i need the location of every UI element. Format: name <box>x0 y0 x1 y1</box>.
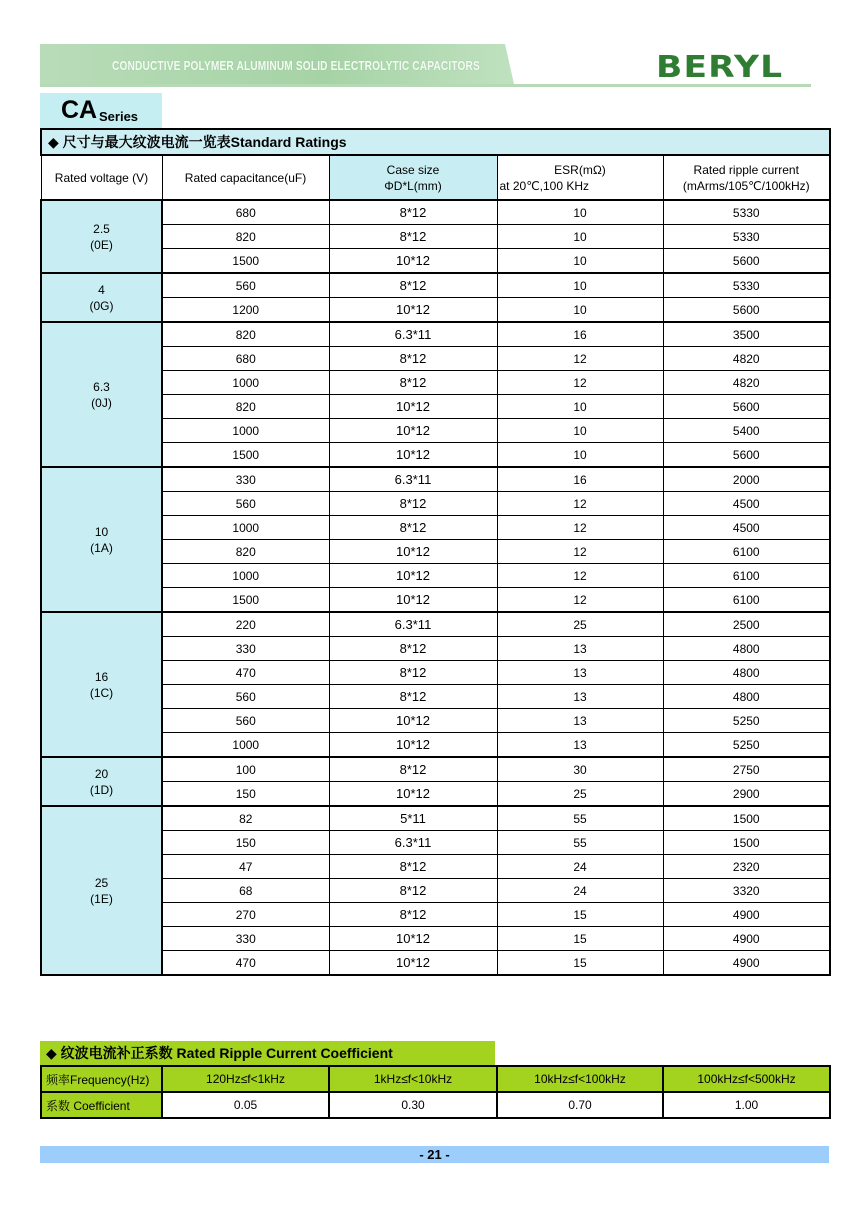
esr-cell: 12 <box>497 492 663 516</box>
capacitance-cell: 1200 <box>162 298 329 323</box>
capacitance-cell: 560 <box>162 709 329 733</box>
case-size-cell: 6.3*11 <box>329 322 497 347</box>
capacitance-cell: 820 <box>162 540 329 564</box>
ripple-cell: 6100 <box>663 540 830 564</box>
esr-cell: 10 <box>497 200 663 225</box>
frequency-label: 频率Frequency(Hz) <box>41 1066 162 1092</box>
esr-cell: 16 <box>497 467 663 492</box>
esr-cell: 10 <box>497 419 663 443</box>
header-esr-line2: at 20℃,100 KHz <box>499 178 590 193</box>
capacitance-cell: 820 <box>162 322 329 347</box>
ripple-cell: 5250 <box>663 733 830 758</box>
header-case-line1: Case size <box>386 162 440 177</box>
table-row <box>41 806 830 831</box>
voltage-code: (1A) <box>90 540 113 555</box>
voltage-value: 6.3 <box>93 379 110 394</box>
esr-cell: 15 <box>497 903 663 927</box>
table-row <box>41 757 830 782</box>
capacitance-cell: 820 <box>162 395 329 419</box>
page-number: - 21 - <box>40 1146 829 1163</box>
voltage-cell <box>41 612 162 757</box>
header-esr-line1: ESR(mΩ) <box>554 162 606 177</box>
ripple-cell: 4500 <box>663 492 830 516</box>
ripple-cell: 5250 <box>663 709 830 733</box>
ripple-cell: 2500 <box>663 612 830 637</box>
capacitance-cell: 1500 <box>162 588 329 613</box>
case-size-cell: 8*12 <box>329 685 497 709</box>
esr-cell: 24 <box>497 855 663 879</box>
capacitance-cell: 150 <box>162 782 329 807</box>
esr-cell: 10 <box>497 298 663 323</box>
ripple-cell: 2320 <box>663 855 830 879</box>
ripple-cell: 4500 <box>663 516 830 540</box>
esr-cell: 12 <box>497 347 663 371</box>
case-size-cell: 8*12 <box>329 200 497 225</box>
capacitance-cell: 470 <box>162 951 329 976</box>
series-name: CA <box>61 96 98 124</box>
ripple-cell: 4800 <box>663 637 830 661</box>
header-esr <box>497 155 663 200</box>
capacitance-cell: 1000 <box>162 516 329 540</box>
voltage-code: (0G) <box>89 298 114 313</box>
case-size-cell: 8*12 <box>329 903 497 927</box>
coefficient-cell: 0.05 <box>162 1092 329 1118</box>
case-size-cell: 10*12 <box>329 927 497 951</box>
series-tab <box>40 93 162 128</box>
table-row <box>41 200 830 225</box>
case-size-cell: 8*12 <box>329 757 497 782</box>
voltage-cell <box>41 273 162 322</box>
case-size-cell: 6.3*11 <box>329 467 497 492</box>
case-size-cell: 10*12 <box>329 588 497 613</box>
coefficient-table <box>40 1065 831 1119</box>
esr-cell: 15 <box>497 951 663 976</box>
case-size-cell: 8*12 <box>329 492 497 516</box>
case-size-cell: 10*12 <box>329 733 497 758</box>
esr-cell: 25 <box>497 782 663 807</box>
esr-cell: 10 <box>497 249 663 274</box>
voltage-value: 16 <box>94 669 109 684</box>
frequency-cell: 100kHz≤f<500kHz <box>663 1066 830 1092</box>
ripple-cell: 2000 <box>663 467 830 492</box>
ripple-cell: 1500 <box>663 831 830 855</box>
capacitance-cell: 560 <box>162 273 329 298</box>
ripple-cell: 3500 <box>663 322 830 347</box>
capacitance-cell: 1000 <box>162 371 329 395</box>
capacitance-cell: 68 <box>162 879 329 903</box>
capacitance-cell: 220 <box>162 612 329 637</box>
voltage-cell <box>41 467 162 612</box>
voltage-value: 2.5 <box>93 221 110 236</box>
esr-cell: 13 <box>497 637 663 661</box>
capacitance-cell: 820 <box>162 225 329 249</box>
esr-cell: 24 <box>497 879 663 903</box>
header-voltage: Rated voltage (V) <box>41 155 162 200</box>
voltage-value: 25 <box>94 875 109 890</box>
header-case-size <box>329 155 497 200</box>
case-size-cell: 6.3*11 <box>329 612 497 637</box>
coefficient-cell: 0.30 <box>329 1092 497 1118</box>
ripple-cell: 4900 <box>663 951 830 976</box>
ripple-cell: 5600 <box>663 298 830 323</box>
capacitance-cell: 330 <box>162 637 329 661</box>
table-row <box>41 612 830 637</box>
esr-cell: 55 <box>497 806 663 831</box>
case-size-cell: 10*12 <box>329 782 497 807</box>
case-size-cell: 8*12 <box>329 879 497 903</box>
header-case-line2: ΦD*L(mm) <box>384 178 442 193</box>
voltage-code: (1D) <box>89 782 114 797</box>
case-size-cell: 8*12 <box>329 225 497 249</box>
case-size-cell: 8*12 <box>329 273 497 298</box>
ripple-cell: 4900 <box>663 903 830 927</box>
coefficient-title: ◆ 纹波电流补正系数 Rated Ripple Current Coefficient <box>40 1041 495 1065</box>
esr-cell: 10 <box>497 273 663 298</box>
capacitance-cell: 82 <box>162 806 329 831</box>
esr-cell: 12 <box>497 588 663 613</box>
case-size-cell: 5*11 <box>329 806 497 831</box>
voltage-value: 20 <box>94 766 109 781</box>
voltage-value: 4 <box>98 282 105 297</box>
capacitance-cell: 560 <box>162 492 329 516</box>
coefficient-cell: 1.00 <box>663 1092 830 1118</box>
case-size-cell: 8*12 <box>329 661 497 685</box>
case-size-cell: 10*12 <box>329 951 497 976</box>
capacitance-cell: 680 <box>162 347 329 371</box>
capacitance-cell: 330 <box>162 927 329 951</box>
esr-cell: 13 <box>497 685 663 709</box>
banner-title: CONDUCTIVE POLYMER ALUMINUM SOLID ELECTROLYTIC CAPACITORS <box>112 58 480 73</box>
frequency-cell: 1kHz≤f<10kHz <box>329 1066 497 1092</box>
esr-cell: 12 <box>497 516 663 540</box>
ripple-cell: 5600 <box>663 443 830 468</box>
esr-cell: 16 <box>497 322 663 347</box>
ripple-cell: 1500 <box>663 806 830 831</box>
header-ripple-line1: Rated ripple current <box>693 162 799 177</box>
header-ripple-line2: (mArms/105℃/100kHz) <box>682 178 810 193</box>
voltage-code: (0J) <box>91 395 112 410</box>
esr-cell: 30 <box>497 757 663 782</box>
ratings-title: ◆ 尺寸与最大纹波电流一览表Standard Ratings <box>41 129 830 155</box>
capacitance-cell: 47 <box>162 855 329 879</box>
ripple-cell: 5400 <box>663 419 830 443</box>
capacitance-cell: 270 <box>162 903 329 927</box>
esr-cell: 15 <box>497 927 663 951</box>
ripple-cell: 6100 <box>663 588 830 613</box>
esr-cell: 10 <box>497 395 663 419</box>
standard-ratings-table <box>40 128 831 976</box>
ripple-cell: 5330 <box>663 273 830 298</box>
esr-cell: 12 <box>497 540 663 564</box>
capacitance-cell: 470 <box>162 661 329 685</box>
coefficient-label: 系数 Coefficient <box>41 1092 162 1118</box>
capacitance-cell: 1000 <box>162 733 329 758</box>
case-size-cell: 6.3*11 <box>329 831 497 855</box>
case-size-cell: 10*12 <box>329 564 497 588</box>
ripple-cell: 3320 <box>663 879 830 903</box>
capacitance-cell: 1000 <box>162 564 329 588</box>
table-row <box>41 467 830 492</box>
case-size-cell: 10*12 <box>329 249 497 274</box>
capacitance-cell: 1500 <box>162 443 329 468</box>
esr-cell: 10 <box>497 225 663 249</box>
ripple-cell: 2750 <box>663 757 830 782</box>
case-size-cell: 8*12 <box>329 347 497 371</box>
coefficient-cell: 0.70 <box>497 1092 663 1118</box>
case-size-cell: 10*12 <box>329 443 497 468</box>
ripple-cell: 6100 <box>663 564 830 588</box>
case-size-cell: 8*12 <box>329 855 497 879</box>
voltage-code: (0E) <box>90 237 113 252</box>
brand-logo: BERYL <box>656 50 784 85</box>
ripple-cell: 4800 <box>663 685 830 709</box>
header-capacitance: Rated capacitance(uF) <box>162 155 329 200</box>
ripple-cell: 4800 <box>663 661 830 685</box>
capacitance-cell: 1500 <box>162 249 329 274</box>
case-size-cell: 8*12 <box>329 371 497 395</box>
case-size-cell: 10*12 <box>329 419 497 443</box>
ripple-cell: 4820 <box>663 371 830 395</box>
case-size-cell: 8*12 <box>329 516 497 540</box>
esr-cell: 25 <box>497 612 663 637</box>
case-size-cell: 10*12 <box>329 298 497 323</box>
esr-cell: 10 <box>497 443 663 468</box>
ripple-cell: 5600 <box>663 249 830 274</box>
table-row <box>41 273 830 298</box>
ripple-cell: 4820 <box>663 347 830 371</box>
esr-cell: 13 <box>497 661 663 685</box>
ripple-cell: 5600 <box>663 395 830 419</box>
voltage-cell <box>41 757 162 806</box>
esr-cell: 13 <box>497 733 663 758</box>
case-size-cell: 10*12 <box>329 709 497 733</box>
capacitance-cell: 100 <box>162 757 329 782</box>
esr-cell: 12 <box>497 371 663 395</box>
esr-cell: 12 <box>497 564 663 588</box>
ripple-cell: 4900 <box>663 927 830 951</box>
case-size-cell: 10*12 <box>329 395 497 419</box>
ripple-cell: 2900 <box>663 782 830 807</box>
capacitance-cell: 1000 <box>162 419 329 443</box>
capacitance-cell: 330 <box>162 467 329 492</box>
capacitance-cell: 150 <box>162 831 329 855</box>
capacitance-cell: 680 <box>162 200 329 225</box>
voltage-value: 10 <box>94 524 109 539</box>
series-suffix: Series <box>99 109 139 124</box>
ripple-cell: 5330 <box>663 225 830 249</box>
voltage-code: (1C) <box>89 685 114 700</box>
esr-cell: 55 <box>497 831 663 855</box>
case-size-cell: 10*12 <box>329 540 497 564</box>
frequency-cell: 120Hz≤f<1kHz <box>162 1066 329 1092</box>
voltage-cell <box>41 806 162 975</box>
frequency-cell: 10kHz≤f<100kHz <box>497 1066 663 1092</box>
esr-cell: 13 <box>497 709 663 733</box>
case-size-cell: 8*12 <box>329 637 497 661</box>
voltage-code: (1E) <box>90 891 113 906</box>
capacitance-cell: 560 <box>162 685 329 709</box>
voltage-cell <box>41 200 162 273</box>
header-ripple <box>663 155 830 200</box>
table-row <box>41 322 830 347</box>
voltage-cell <box>41 322 162 467</box>
ripple-cell: 5330 <box>663 200 830 225</box>
